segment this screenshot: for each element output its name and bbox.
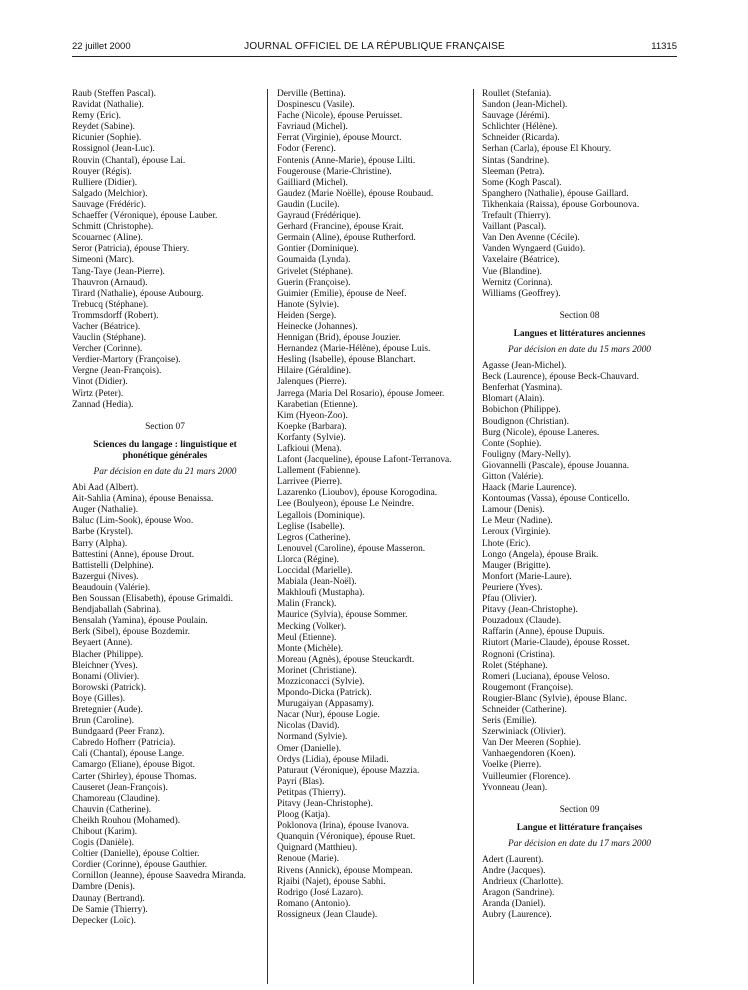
list-item: Seris (Emilie).	[482, 716, 537, 727]
list-item: Leglise (Isabelle).	[277, 521, 345, 532]
list-item: Bleichner (Yves).	[72, 660, 138, 671]
list-item: Boudignon (Christian).	[482, 416, 569, 427]
list-item: Scouarnec (Aline).	[72, 233, 143, 244]
list-item: Ben Soussan (Elisabeth), épouse Grimaldi.	[72, 594, 233, 605]
list-item: Battestini (Anne), épouse Drout.	[72, 549, 195, 560]
list-item: Hanote (Sylvie).	[277, 299, 339, 310]
section-title: Langues et littératures anciennes	[513, 328, 646, 339]
list-item: Schmitt (Christophe).	[72, 222, 154, 233]
list-item: Moreau (Agnès), épouse Steuckardt.	[277, 654, 415, 665]
list-item: Gontier (Dominique).	[277, 244, 359, 255]
list-item: Guerin (Françoise).	[277, 277, 351, 288]
list-item: Malin (Franck).	[277, 599, 337, 610]
list-item: Legallois (Dominique).	[277, 510, 366, 521]
list-item: Aranda (Daniel).	[482, 899, 546, 910]
list-item: Petitpas (Thierry).	[277, 787, 346, 798]
header-rule	[72, 56, 677, 57]
list-item: Koepke (Barbara).	[277, 421, 347, 432]
list-item: Sauvage (Jérémi).	[482, 111, 550, 122]
list-item: Bundgaard (Peer Franz).	[72, 727, 165, 738]
list-item: Some (Kogh Pascal).	[482, 177, 562, 188]
list-item: Auger (Nathalie).	[72, 505, 139, 516]
list-item: Beck (Laurence), épouse Beck-Chauvard.	[482, 372, 639, 383]
list-item: Gayraud (Frédérique).	[277, 211, 361, 222]
decision-date: Par décision en date du 21 mars 2000	[93, 467, 237, 477]
list-item: Hernandez (Marie-Hélène), épouse Luis.	[277, 344, 431, 355]
list-item: Rossignol (Jean-Luc).	[72, 144, 155, 155]
list-item: Andrieux (Charlotte).	[482, 877, 564, 888]
list-item: Blomart (Alain).	[482, 394, 545, 405]
list-item: Spanghero (Nathalie), épouse Gaillard.	[482, 188, 629, 199]
column-1	[72, 89, 258, 927]
list-item: Ferrat (Virginie), épouse Mourct.	[277, 133, 402, 144]
list-item: Serhan (Carla), épouse El Khoury.	[482, 144, 612, 155]
list-item: Fouligny (Mary-Nelly).	[482, 449, 572, 460]
list-item: Cornillon (Jeanne), épouse Saavedra Miranda.	[72, 871, 246, 882]
list-item: Meul (Etienne).	[277, 632, 337, 643]
list-item: Rougemont (Françoise).	[482, 682, 574, 693]
list-item: Guimier (Emilie), épouse de Neef.	[277, 288, 407, 299]
list-item: Seror (Patricia), épouse Thiery.	[72, 244, 190, 255]
list-item: Verdier-Martory (Françoise).	[72, 355, 181, 366]
list-item: Monfort (Marie-Laure).	[482, 571, 572, 582]
list-item: Lazarenko (Lioubov), épouse Korogodina.	[277, 488, 438, 499]
issue-date: 22 juillet 2000	[72, 41, 131, 52]
list-item: Roullet (Stefania).	[482, 89, 552, 99]
list-item: Vuilleumier (Florence).	[482, 771, 571, 782]
list-item: Baluc (Lim-Sook), épouse Woo.	[72, 516, 194, 527]
list-item: Aubry (Laurence).	[482, 910, 552, 921]
list-item: Zannad (Hedia).	[72, 399, 134, 410]
list-item: Agasse (Jean-Michel).	[482, 361, 567, 372]
list-item: Le Meur (Nadine).	[482, 516, 553, 527]
list-item: Jalenques (Pierre).	[277, 377, 347, 388]
list-item: Derville (Bettina).	[277, 89, 346, 99]
list-item: Vinot (Didier).	[72, 377, 128, 388]
list-item: Vanden Wyngaerd (Guido).	[482, 244, 586, 255]
list-item: Daunay (Bertrand).	[72, 893, 145, 904]
list-item: Bazergui (Nives).	[72, 571, 139, 582]
column-3	[482, 89, 677, 922]
list-item: Leroux (Virginie).	[482, 527, 551, 538]
list-item: Tirard (Nathalie), épouse Aubourg.	[72, 288, 204, 299]
list-item: Kontoumas (Vassa), épouse Conticello.	[482, 494, 630, 505]
column-divider	[473, 89, 474, 984]
list-item: Makhloufi (Mustapha).	[277, 588, 365, 599]
list-item: Fodor (Ferenc).	[277, 144, 336, 155]
list-item: Aragon (Sandrine).	[482, 888, 555, 899]
list-item: Hilaire (Géraldine).	[277, 366, 351, 377]
list-item: Van Den Avenne (Cécile).	[482, 233, 580, 244]
list-item: Ravidat (Nathalie).	[72, 100, 144, 111]
list-item: Giovannelli (Pascale), épouse Jouanna.	[482, 460, 630, 471]
list-item: Rodrigo (José Lazaro).	[277, 887, 364, 898]
list-item: Van Der Meeren (Sophie).	[482, 738, 581, 749]
list-item: Murugaiyan (Appasamy).	[277, 699, 374, 710]
list-item: Heinecke (Johannes).	[277, 321, 358, 332]
list-item: Battistelli (Delphine).	[72, 560, 154, 571]
list-item: Barry (Alpha).	[72, 538, 128, 549]
page-number: 11315	[651, 41, 677, 52]
list-item: Cordier (Corinne), épouse Gauthier.	[72, 860, 208, 871]
list-item: Chauvin (Catherine).	[72, 804, 152, 815]
list-item: Vaxelaire (Béatrice).	[482, 255, 560, 266]
list-item: Korfanty (Sylvie).	[277, 432, 346, 443]
list-item: Grivelet (Stéphane).	[277, 266, 354, 277]
list-item: Raub (Steffen Pascal).	[72, 89, 156, 99]
list-item: Simeoni (Marc).	[72, 255, 134, 266]
list-item: Bobichon (Philippe).	[482, 405, 561, 416]
list-item: Sleeman (Petra).	[482, 166, 545, 177]
section-number: Section 07	[145, 421, 185, 432]
section-title: Sciences du langage : linguistique et phonétique générales	[93, 439, 237, 461]
list-item: Trefault (Thierry).	[482, 211, 551, 222]
list-item: Pitavy (Jean-Christophe).	[482, 605, 578, 616]
list-item: Vanhaegendoren (Koen).	[482, 749, 576, 760]
list-item: Rjaibi (Najet), épouse Sabhi.	[277, 876, 386, 887]
list-item: Mauger (Brigitte).	[482, 560, 551, 571]
list-item: Omer (Danielle).	[277, 743, 342, 754]
list-item: Legros (Catherine).	[277, 532, 351, 543]
list-item: Normand (Sylvie).	[277, 732, 348, 743]
list-item: Cali (Chantal), épouse Lange.	[72, 749, 185, 760]
list-item: Andre (Jacques).	[482, 866, 546, 877]
list-item: Payri (Blas).	[277, 776, 325, 787]
list-item: Nacar (Nur), épouse Logie.	[277, 710, 380, 721]
list-item: Trebucq (Stéphane).	[72, 299, 149, 310]
list-item: Renoue (Marie).	[277, 854, 339, 865]
list-item: Vauclin (Stéphane).	[72, 333, 146, 344]
list-item: Morinet (Christiane).	[277, 665, 357, 676]
list-item: Mecking (Volker).	[277, 621, 347, 632]
list-item: Boye (Gilles).	[72, 693, 126, 704]
list-item: Coltier (Danielle), épouse Coltier.	[72, 849, 200, 860]
list-item: Rolet (Stéphane).	[482, 660, 548, 671]
list-item: Remy (Eric).	[72, 111, 121, 122]
list-item: Carter (Shirley), épouse Thomas.	[72, 771, 197, 782]
list-item: Mpondo-Dicka (Patrick).	[277, 688, 372, 699]
list-item: Jarrega (Maria Del Rosario), épouse Jomeer.	[277, 388, 445, 399]
list-item: Berk (Sibel), épouse Bozdemir.	[72, 627, 190, 638]
list-item: Raffarin (Anne), épouse Dupuis.	[482, 627, 605, 638]
list-item: Depecker (Loïc).	[72, 915, 137, 926]
list-item: Bendjaballah (Sabrina).	[72, 605, 162, 616]
list-item: Mozziconacci (Sylvie).	[277, 676, 365, 687]
list-item: Karabetian (Etienne).	[277, 399, 358, 410]
decision-date: Par décision en date du 17 mars 2000	[508, 838, 651, 849]
list-item: Heiden (Serge).	[277, 310, 337, 321]
list-item: Camargo (Eliane), épouse Bigot.	[72, 760, 195, 771]
list-item: Pfau (Olivier).	[482, 594, 537, 605]
list-item: Schaeffer (Véronique), épouse Lauber.	[72, 211, 218, 222]
list-item: Fache (Nicole), épouse Peruisset.	[277, 111, 403, 122]
list-item: Gaudez (Marie Noëlle), épouse Roubaud.	[277, 188, 434, 199]
list-item: Chibout (Karim).	[72, 827, 138, 837]
list-item: Rouyer (Régis).	[72, 166, 132, 177]
section-number: Section 08	[559, 310, 600, 321]
list-item: Poklonova (Irina), épouse Ivanova.	[277, 821, 409, 832]
list-item: Loccidal (Marielle).	[277, 566, 353, 577]
list-item: Peuriere (Yves).	[482, 582, 543, 593]
list-item: Paturaut (Véronique), épouse Mazzia.	[277, 765, 420, 776]
list-item: Quanquin (Véronique), épouse Ruet.	[277, 832, 416, 843]
column-2	[277, 89, 465, 921]
list-item: Fougerouse (Marie-Christine).	[277, 166, 392, 177]
section-number: Section 09	[559, 804, 600, 815]
list-item: Larrivee (Pierre).	[277, 477, 343, 488]
list-item: Gailliard (Michel).	[277, 177, 348, 188]
list-item: Blacher (Philippe).	[72, 649, 144, 660]
list-item: Bensalah (Yamina), épouse Poulain.	[72, 616, 208, 627]
list-item: Vue (Blandine).	[482, 266, 542, 277]
list-item: Rivens (Annick), épouse Mompean.	[277, 865, 413, 876]
list-item: Pouzadoux (Claude).	[482, 616, 562, 627]
list-item: Tikhenkaia (Raissa), épouse Gorbounova.	[482, 199, 640, 210]
list-item: Lafont (Jacqueline), épouse Lafont-Terranova.	[277, 455, 452, 466]
list-item: Lallement (Fabienne).	[277, 466, 361, 477]
list-item: Szerwiniack (Olivier).	[482, 727, 566, 738]
list-item: Romeri (Luciana), épouse Veloso.	[482, 671, 610, 682]
list-item: Abi Aad (Albert).	[72, 483, 139, 494]
list-item: Vergne (Jean-François).	[72, 366, 162, 377]
list-item: Rossigneux (Jean Claude).	[277, 909, 378, 920]
journal-title: JOURNAL OFFICIEL DE LA RÉPUBLIQUE FRANÇAISE	[244, 41, 505, 52]
list-item: Thauvron (Arnaud).	[72, 277, 148, 288]
list-item: Germain (Aline), épouse Rutherford.	[277, 233, 416, 244]
list-item: Longo (Angela), épouse Braik.	[482, 549, 599, 560]
list-item: Benferhat (Yasmina).	[482, 383, 563, 394]
list-item: Sintas (Sandrine).	[482, 155, 550, 166]
list-item: Chamoreau (Claudine).	[72, 793, 160, 804]
list-item: Voelke (Pierre).	[482, 760, 542, 771]
list-item: Riutort (Marie-Claude), épouse Rosset.	[482, 638, 630, 649]
list-item: Beyaert (Anne).	[72, 638, 133, 649]
list-item: Rognoni (Cristina).	[482, 649, 555, 660]
list-item: Hesling (Isabelle), épouse Blanchart.	[277, 355, 416, 366]
page-header	[72, 41, 677, 55]
list-item: Wirtz (Peter).	[72, 388, 124, 399]
list-item: Burg (Nicole), épouse Laneres.	[482, 427, 600, 438]
list-item: Beaudouin (Valérie).	[72, 582, 151, 593]
list-item: Kim (Hyeon-Zoo).	[277, 410, 348, 421]
list-item: Fontenis (Anne-Marie), épouse Lilti.	[277, 155, 416, 166]
list-item: Ploog (Katja).	[277, 810, 331, 821]
column-divider	[267, 89, 268, 984]
list-item: Vercher (Corinne).	[72, 344, 143, 355]
list-item: Brun (Caroline).	[72, 716, 134, 727]
list-item: Trommsdorff (Robert).	[72, 310, 159, 321]
list-item: Goumaida (Lynda).	[277, 255, 351, 266]
list-item: Ordys (Lidia), épouse Miladi.	[277, 754, 389, 765]
list-item: Nicolas (David).	[277, 721, 340, 732]
list-item: Quignard (Matthieu).	[277, 843, 358, 854]
list-item: Vacher (Béatrice).	[72, 321, 141, 332]
list-item: Llorca (Régine).	[277, 554, 339, 565]
list-item: Wernitz (Corinna).	[482, 277, 553, 288]
list-item: De Samie (Thierry).	[72, 904, 148, 915]
list-item: Barbe (Krystel).	[72, 527, 133, 538]
list-item: Rulliere (Didier).	[72, 177, 138, 188]
list-item: Sandon (Jean-Michel).	[482, 100, 568, 111]
list-item: Bretegnier (Aude).	[72, 704, 143, 715]
list-item: Lee (Boulyeon), épouse Le Neindre.	[277, 499, 414, 510]
list-item: Romano (Antonio).	[277, 898, 351, 909]
list-item: Schneider (Ricarda).	[482, 133, 560, 144]
list-item: Gerhard (Francine), épouse Krait.	[277, 222, 404, 233]
list-item: Tang-Taye (Jean-Pierre).	[72, 266, 165, 277]
list-item: Rouvin (Chantal), épouse Lai.	[72, 155, 186, 166]
list-item: Cogis (Danièle).	[72, 838, 134, 849]
list-item: Monte (Michèle).	[277, 643, 344, 654]
list-item: Adert (Laurent).	[482, 855, 544, 865]
list-item: Dospinescu (Vasile).	[277, 100, 355, 111]
list-item: Mabiala (Jean-Noël).	[277, 577, 357, 588]
list-item: Cabredo Hofherr (Patricia).	[72, 738, 176, 749]
list-item: Lenouvel (Caroline), épouse Masseron.	[277, 543, 426, 554]
list-item: Borowski (Patrick).	[72, 682, 146, 693]
list-item: Gaudin (Lucile).	[277, 199, 340, 210]
list-item: Favriaud (Michel).	[277, 122, 348, 133]
list-item: Ait-Sahlia (Amina), épouse Benaissa.	[72, 494, 214, 505]
list-item: Pitavy (Jean-Christophe).	[277, 799, 373, 809]
list-item: Salgado (Melchior).	[72, 188, 148, 199]
list-item: Lafkioui (Mena).	[277, 444, 342, 454]
list-item: Schneider (Catherine).	[482, 704, 567, 715]
list-item: Cheikh Rouhou (Mohamed).	[72, 815, 181, 826]
list-item: Dambre (Denis).	[72, 882, 135, 893]
list-item: Yvonneau (Jean).	[482, 782, 548, 793]
list-item: Hennigan (Brid), épouse Jouzier.	[277, 333, 401, 344]
list-item: Rougier-Blanc (Sylvie), épouse Blanc.	[482, 693, 627, 704]
decision-date: Par décision en date du 15 mars 2000	[508, 344, 651, 355]
list-item: Williams (Geoffrey).	[482, 288, 561, 299]
list-item: Maurice (Sylvia), épouse Sommer.	[277, 610, 408, 621]
list-item: Reydet (Sabine).	[72, 122, 136, 133]
list-item: Conte (Sophie).	[482, 438, 542, 449]
list-item: Vaillant (Pascal).	[482, 222, 547, 233]
list-item: Gitton (Valérie).	[482, 472, 544, 482]
list-item: Sauvage (Frédéric).	[72, 199, 146, 210]
list-item: Lhote (Eric).	[482, 538, 531, 549]
list-item: Bonami (Olivier).	[72, 671, 140, 682]
list-item: Schlichter (Hélène).	[482, 122, 558, 133]
section-title: Langue et littérature françaises	[516, 822, 643, 833]
list-item: Lamour (Denis).	[482, 505, 545, 516]
list-item: Haack (Marie Laurence).	[482, 483, 577, 494]
list-item: Causeret (Jean-François).	[72, 782, 168, 793]
list-item: Ricunier (Sophie).	[72, 133, 142, 144]
